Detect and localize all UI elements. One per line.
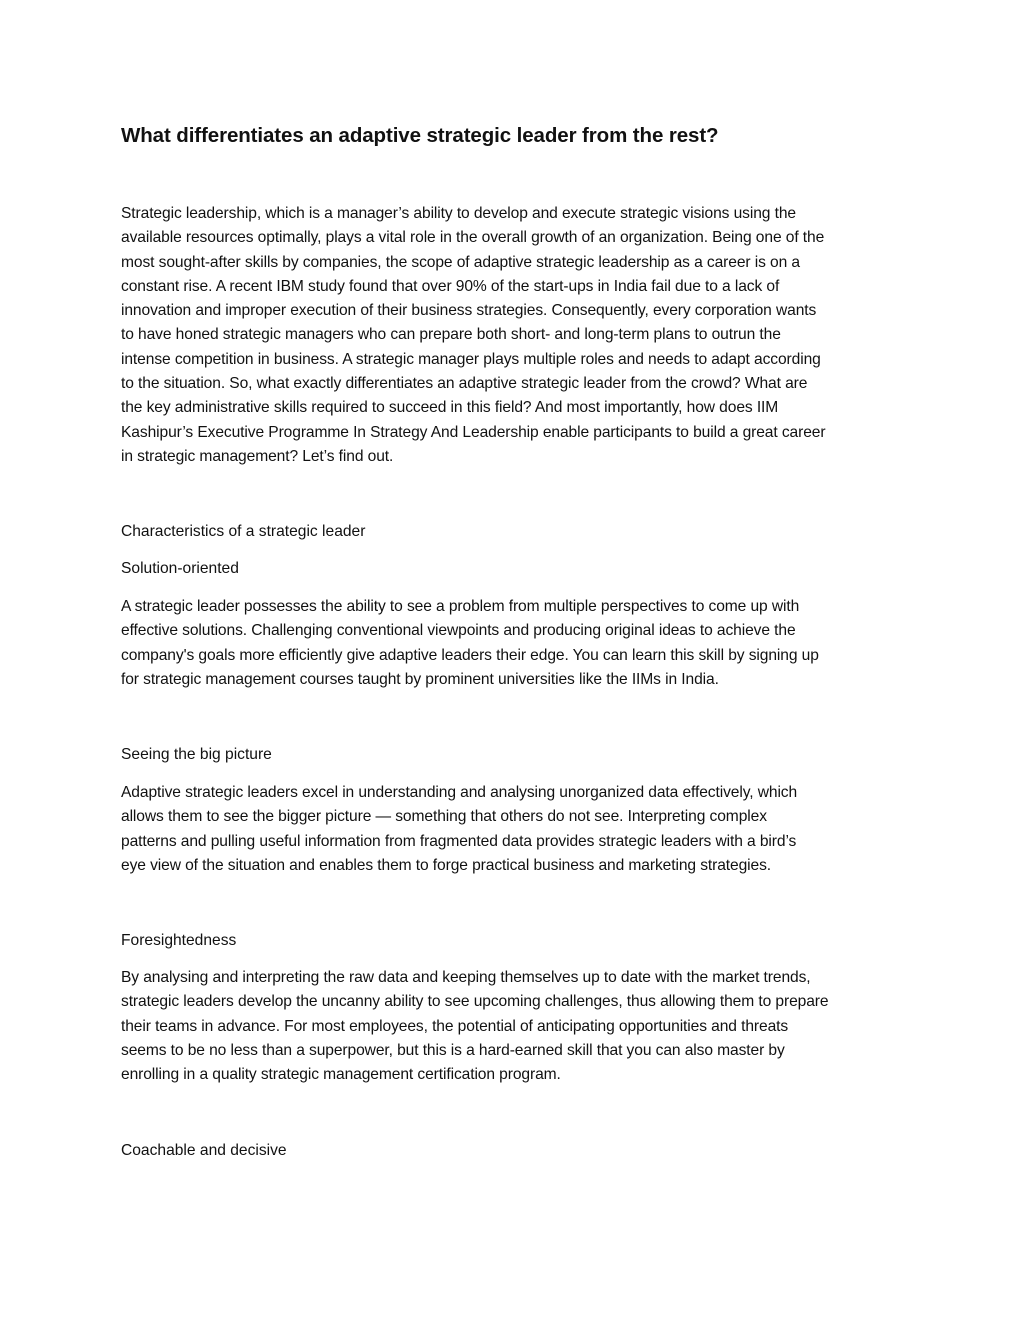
big-picture-paragraph	[121, 781, 906, 878]
intro-line: Kashipur’s Executive Programme In Strategy And Leadership enable participants to build a great career	[121, 423, 826, 441]
intro-line: Strategic leadership, which is a manager’s ability to develop and execute strategic visions using the	[121, 205, 796, 222]
paragraph-line: enrolling in a quality strategic management certification program.	[121, 1066, 561, 1084]
foresightedness-paragraph	[121, 966, 906, 1087]
intro-line: to the situation. So, what exactly differentiates an adaptive strategic leader from the crowd? What are	[121, 375, 808, 393]
intro-line: available resources optimally, plays a vital role in the overall growth of an organization. Being one of the	[121, 229, 825, 247]
solution-oriented-paragraph	[121, 595, 906, 692]
paragraph-line: for strategic management courses taught by prominent universities like the IIMs in India.	[121, 670, 719, 688]
paragraph-line: allows them to see the bigger picture — something that others do not see. Interpreting complex	[121, 808, 767, 826]
intro-line: constant rise. A recent IBM study found that over 90% of the start-ups in India fail due to a lack of	[121, 277, 780, 295]
paragraph-line: By analysing and interpreting the raw data and keeping themselves up to date with the market trends,	[121, 969, 811, 986]
paragraph-line: eye view of the situation and enables them to forge practical business and marketing strategies.	[121, 856, 772, 874]
intro-line: intense competition in business. A strategic manager plays multiple roles and needs to adapt according	[121, 350, 821, 368]
intro-line: innovation and improper execution of their business strategies. Consequently, every corporation wants	[121, 302, 817, 320]
paragraph-line: seems to be no less than a superpower, but this is a hard-earned skill that you can also master by	[121, 1041, 785, 1059]
paragraph-line: patterns and pulling useful information from fragmented data provides strategic leaders with a bird’s	[121, 832, 797, 850]
paragraph-line: A strategic leader possesses the ability to see a problem from multiple perspectives to come up with	[121, 598, 800, 615]
paragraph-line: effective solutions. Challenging conventional viewpoints and producing original ideas to achieve the	[121, 622, 796, 640]
paragraph-line: their teams in advance. For most employees, the potential of anticipating opportunities and threats	[121, 1017, 789, 1035]
subsection-heading-coachable-decisive: Coachable and decisive	[121, 1142, 287, 1159]
subsection-heading-big-picture: Seeing the big picture	[121, 746, 272, 763]
intro-line: in strategic management? Let’s find out.	[121, 447, 394, 465]
intro-line: to have honed strategic managers who can prepare both short- and long-term plans to outrun the	[121, 326, 781, 344]
document-title: What differentiates an adaptive strategic leader from the rest?	[121, 124, 719, 147]
paragraph-line: Adaptive strategic leaders excel in understanding and analysing unorganized data effectively, which	[121, 784, 798, 801]
paragraph-line: company's goals more efficiently give adaptive leaders their edge. You can learn this skill by signing up	[121, 646, 819, 664]
section-heading: Characteristics of a strategic leader	[121, 523, 366, 540]
subsection-heading-foresightedness: Foresightedness	[121, 932, 237, 949]
intro-line: most sought-after skills by companies, the scope of adaptive strategic leadership as a career is on a	[121, 253, 800, 271]
intro-line: the key administrative skills required to succeed in this field? And most importantly, how does IIM	[121, 399, 779, 417]
paragraph-line: strategic leaders develop the uncanny ability to see upcoming challenges, thus allowing them to prepare	[121, 993, 829, 1011]
intro-paragraph	[121, 202, 906, 469]
subsection-heading-solution-oriented: Solution-oriented	[121, 560, 239, 577]
